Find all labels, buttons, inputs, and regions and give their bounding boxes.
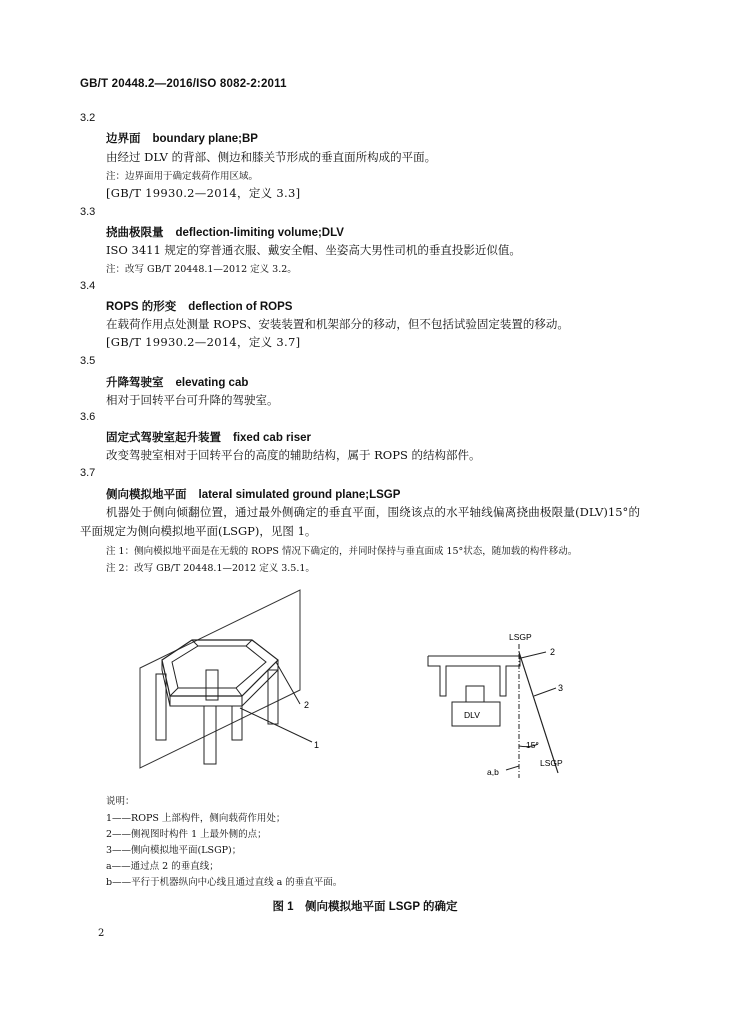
term-definition: 改变驾驶室相对于回转平台的高度的辅助结构，属于 ROPS 的结构部件。 [106, 448, 481, 462]
term-zh: 侧向模拟地平面 [106, 489, 187, 501]
term-heading [106, 486, 400, 502]
label-2-right: 2 [550, 647, 556, 657]
label-angle: 15° [526, 740, 539, 750]
term-definition: 机器处于侧向倾翻位置，通过最外侧确定的垂直平面，围绕该点的水平轴线偏离挠曲极限量(DLV)15°的平面规定为侧向模拟地平面(LSGP)，见图 1。 [80, 505, 640, 538]
dlv-seat-back [466, 686, 484, 702]
legend-item: a——通过点 2 的垂直线； [106, 861, 219, 872]
term-reference: [GB/T 19930.2—2014，定义 3.7] [106, 335, 301, 349]
lsgp-line [519, 652, 558, 773]
rops-post [204, 706, 216, 764]
term-note: 注 2：改写 GB/T 20448.1—2012 定义 3.5.1。 [106, 563, 315, 574]
term-zh: 固定式驾驶室起升装置 [106, 432, 221, 444]
term-en: deflection of ROPS [188, 301, 293, 313]
section-number: 3.2 [80, 112, 96, 124]
term-definition: 由经过 DLV 的背部、侧边和膝关节形成的垂直面所构成的平面。 [106, 150, 437, 164]
label-lsgp: LSGP [509, 632, 532, 642]
term-en: boundary plane;BP [152, 133, 258, 145]
term-definition: 在载荷作用点处测量 ROPS、安装装置和机架部分的移动，但不包括试验固定装置的移动。 [106, 317, 569, 331]
term-note: 注：边界面用于确定载荷作用区域。 [106, 171, 259, 182]
term-reference: [GB/T 19930.2—2014，定义 3.3] [106, 186, 301, 200]
rops-isometric-drawing [140, 590, 312, 768]
term-heading [106, 224, 344, 240]
section-number: 3.7 [80, 467, 96, 479]
term-note: 注 1：侧向模拟地平面是在无载的 ROPS 情况下确定的，并同时保持与垂直面成 15°状态，随加载的构件移动。 [106, 546, 578, 557]
term-en: elevating cab [175, 377, 249, 389]
document-header: GB/T 20448.2—2016/ISO 8082-2:2011 [80, 78, 287, 90]
section-number: 3.6 [80, 411, 96, 423]
term-definition: 相对于回转平台可升降的驾驶室。 [106, 393, 279, 407]
rops-post [156, 674, 166, 740]
figure-caption: 图 1 侧向模拟地平面 LSGP 的确定 [272, 901, 458, 913]
legend-title: 说明： [106, 796, 135, 807]
rops-post [232, 706, 242, 740]
term-zh: 升降驾驶室 [106, 377, 164, 389]
label-ab: a,b [487, 767, 499, 777]
label-2-left: 2 [304, 700, 310, 710]
section-number: 3.4 [80, 280, 96, 292]
legend-item: 1——ROPS 上部构件，侧向载荷作用处； [106, 813, 286, 824]
legend-item: b——平行于机器纵向中心线且通过直线 a 的垂直平面。 [106, 877, 343, 888]
term-en: lateral simulated ground plane;LSGP [198, 489, 401, 501]
label-1-left: 1 [314, 740, 320, 750]
term-heading [106, 429, 311, 445]
term-heading [106, 374, 248, 390]
term-definition: ISO 3411 规定的穿普通衣服、戴安全帽、坐姿高大男性司机的垂直投影近似值。 [106, 243, 521, 257]
legend-item: 2——侧视图时构件 1 上最外侧的点； [106, 829, 267, 840]
section-number: 3.5 [80, 355, 96, 367]
term-zh: ROPS 的形变 [106, 301, 177, 313]
term-heading [106, 298, 292, 314]
term-note: 注：改写 GB/T 20448.1—2012 定义 3.2。 [106, 264, 297, 275]
section-number: 3.3 [80, 206, 96, 218]
term-en: fixed cab riser [233, 432, 311, 444]
term-en: deflection-limiting volume;DLV [175, 227, 344, 239]
page-number: 2 [98, 928, 105, 939]
label-3-right: 3 [558, 683, 564, 693]
label-lsgp-bottom: LSGP [540, 758, 563, 768]
figure-1 [0, 578, 730, 798]
side-view-drawing [428, 644, 558, 778]
term-heading [106, 130, 258, 146]
label-dlv: DLV [464, 710, 480, 720]
legend-item: 3——侧向模拟地平面(LSGP)； [106, 845, 242, 856]
rops-frame-inner [172, 646, 266, 688]
term-zh: 边界面 [106, 133, 141, 145]
term-zh: 挠曲极限量 [106, 227, 164, 239]
